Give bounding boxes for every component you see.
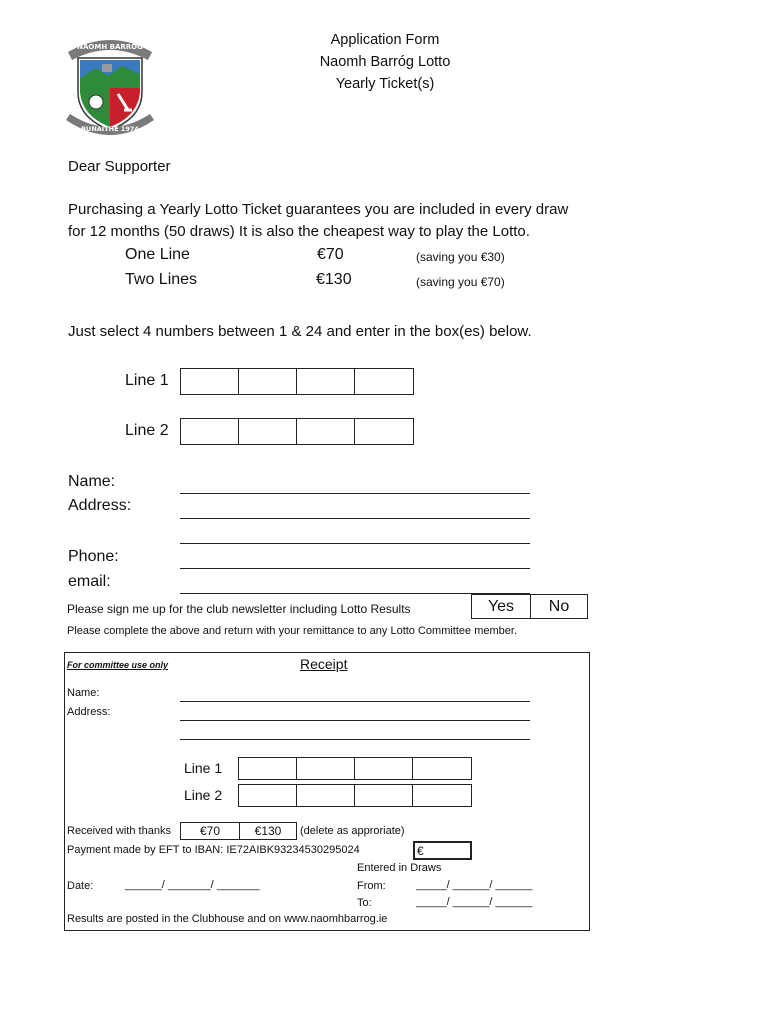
price-two-lines-amount: €130 bbox=[316, 271, 352, 288]
phone-input-line[interactable] bbox=[180, 568, 530, 569]
price-one-line-saving: (saving you €30) bbox=[416, 250, 505, 264]
newsletter-no-box[interactable]: No bbox=[530, 594, 588, 619]
number-box[interactable] bbox=[181, 419, 239, 444]
received-label: Received with thanks bbox=[67, 825, 171, 837]
payment-iban-text: Payment made by EFT to IBAN: IE72AIBK93234530295024 bbox=[67, 844, 360, 856]
receipt-address-label: Address: bbox=[67, 706, 111, 718]
from-label: From: bbox=[357, 880, 386, 892]
option-70-box[interactable]: €70 bbox=[180, 822, 240, 840]
price-two-lines-label: Two Lines bbox=[125, 271, 198, 288]
line-2-number-grid bbox=[180, 418, 414, 445]
name-input-line[interactable] bbox=[180, 493, 530, 494]
number-box[interactable] bbox=[297, 785, 355, 806]
title-line-1: Application Form bbox=[330, 32, 440, 48]
address-input-line-2[interactable] bbox=[180, 543, 530, 544]
number-box[interactable] bbox=[355, 758, 413, 779]
name-label: Name: bbox=[68, 473, 116, 490]
newsletter-text: Please sign me up for the club newsletter including Lotto Results bbox=[67, 602, 411, 616]
option-130-box[interactable]: €130 bbox=[239, 822, 297, 840]
crest-top-text: NAOMH BARRÓG bbox=[77, 43, 143, 51]
receipt-title: Receipt bbox=[300, 656, 348, 672]
number-box[interactable] bbox=[355, 419, 413, 444]
number-box[interactable] bbox=[297, 419, 355, 444]
number-box[interactable] bbox=[355, 785, 413, 806]
number-box[interactable] bbox=[239, 369, 297, 394]
delete-note: (delete as approriate) bbox=[300, 825, 405, 837]
address-input-line[interactable] bbox=[180, 518, 530, 519]
line-1-number-grid bbox=[180, 368, 414, 395]
number-box[interactable] bbox=[181, 369, 239, 394]
to-date-blank[interactable]: _____/ ______/ ______ bbox=[416, 896, 533, 908]
committee-use-label: For committee use only bbox=[67, 660, 169, 670]
title-line-3: Yearly Ticket(s) bbox=[335, 76, 435, 92]
receipt-line-1-label: Line 1 bbox=[184, 760, 223, 776]
address-label: Address: bbox=[68, 497, 132, 514]
form-title bbox=[250, 29, 520, 95]
number-box[interactable] bbox=[355, 369, 413, 394]
number-box[interactable] bbox=[413, 758, 471, 779]
club-crest-logo bbox=[62, 30, 158, 138]
greeting: Dear Supporter bbox=[68, 158, 171, 175]
intro-line-2: for 12 months (50 draws) It is also the cheapest way to play the Lotto. bbox=[68, 223, 530, 240]
line-1-label: Line 1 bbox=[125, 372, 169, 389]
return-note: Please complete the above and return with your remittance to any Lotto Committee member. bbox=[67, 625, 518, 637]
line-2-label: Line 2 bbox=[125, 422, 169, 439]
number-box[interactable] bbox=[297, 758, 355, 779]
title-line-2: Naomh Barróg Lotto bbox=[319, 54, 451, 70]
email-label: email: bbox=[68, 573, 111, 590]
newsletter-yes-box[interactable]: Yes bbox=[471, 594, 531, 619]
phone-label: Phone: bbox=[68, 548, 119, 565]
price-two-lines-saving: (saving you €70) bbox=[416, 275, 505, 289]
date-blank[interactable]: ______/ _______/ _______ bbox=[125, 879, 260, 891]
receipt-line-2-label: Line 2 bbox=[184, 787, 223, 803]
number-box[interactable] bbox=[413, 785, 471, 806]
amount-euro-box[interactable]: € bbox=[413, 841, 472, 860]
from-date-blank[interactable]: _____/ ______/ ______ bbox=[416, 879, 533, 891]
receipt-line-2-grid bbox=[238, 784, 472, 807]
price-one-line-label: One Line bbox=[125, 246, 190, 263]
receipt-name-label: Name: bbox=[67, 687, 100, 699]
number-box[interactable] bbox=[239, 758, 297, 779]
receipt-address-line-2[interactable] bbox=[180, 739, 530, 740]
date-label: Date: bbox=[67, 880, 94, 892]
entered-in-draws-label: Entered in Draws bbox=[357, 862, 442, 874]
number-box[interactable] bbox=[239, 785, 297, 806]
receipt-address-line[interactable] bbox=[180, 720, 530, 721]
number-box[interactable] bbox=[239, 419, 297, 444]
instruction-text: Just select 4 numbers between 1 & 24 and enter in the box(es) below. bbox=[68, 323, 532, 340]
crest-bottom-text: BUNAITHE 1974 bbox=[81, 125, 139, 133]
receipt-name-line[interactable] bbox=[180, 701, 530, 702]
price-one-line-amount: €70 bbox=[317, 246, 344, 263]
intro-line-1: Purchasing a Yearly Lotto Ticket guarantees you are included in every draw bbox=[68, 201, 569, 218]
results-footer: Results are posted in the Clubhouse and on www.naomhbarrog.ie bbox=[67, 913, 388, 925]
number-box[interactable] bbox=[297, 369, 355, 394]
receipt-line-1-grid bbox=[238, 757, 472, 780]
to-label: To: bbox=[357, 897, 372, 909]
